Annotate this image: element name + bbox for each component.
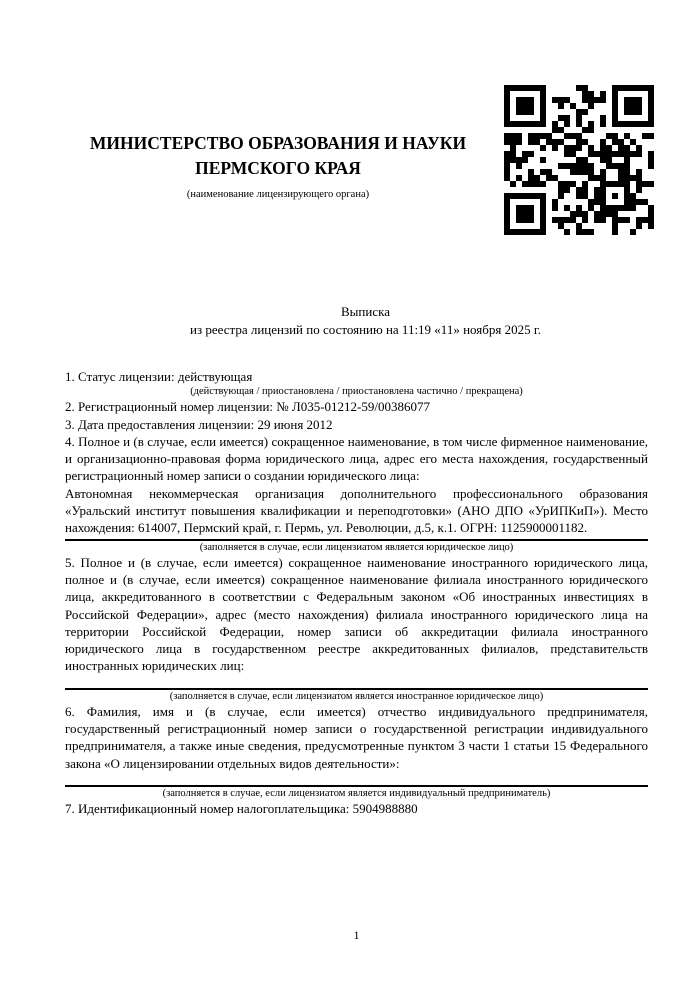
document-title-line1: Выписка [341, 304, 390, 319]
document-title [65, 303, 648, 339]
section-4-note: (заполняется в случае, если лицензиатом является юридическое лицо) [199, 541, 514, 553]
section-1-license-status: 1. Статус лицензии: действующая [65, 369, 253, 384]
document-body [65, 368, 648, 817]
section-4-legal-entity-label: 4. Полное и (в случае, если имеется) сокращенное наименование, в том числе фирменное наименование, и организационно-правовая форма юридического лица, адрес его места нахождения, государственный регистрационный номер записи о создании юридического лица: [65, 433, 648, 484]
section-1-note: (действующая / приостановлена / приостановлена частично / прекращена) [190, 386, 523, 398]
section-7-taxpayer-id: 7. Идентификационный номер налогоплательщика: 5904988880 [65, 800, 418, 816]
section-5-note: (заполняется в случае, если лицензиатом является иностранное юридическое лицо) [169, 690, 544, 702]
ministry-name-line1: МИНИСТЕРСТВО ОБРАЗОВАНИЯ И НАУКИ [89, 133, 467, 153]
section-6-individual-entrepreneur-label: 6. Фамилия, имя и (в случае, если имеется) отчество индивидуального предпринимателя, государственный регистрационный номер записи о государственной регистрации индивидуального предпринимателя, а также иные сведения, предусмотренные пунктом 3 части 1 статьи 15 Федерального закона «О лицензировании отдельных видов деятельности»: [65, 703, 648, 771]
document-title-line2: из реестра лицензий по состоянию на 11:19 «11» ноября 2025 г. [190, 322, 541, 337]
section-6-note: (заполняется в случае, если лицензиатом является индивидуальный предприниматель) [162, 787, 551, 799]
qr-code-icon [504, 85, 654, 235]
section-3-license-date: 3. Дата предоставления лицензии: 29 июня 2012 [65, 416, 333, 432]
ministry-name-line2: ПЕРМСКОГО КРАЯ [195, 158, 361, 178]
page-number: 1 [353, 928, 360, 942]
section-4-legal-entity-value: Автономная некоммерческая организация дополнительного профессионального образования «Уральский институт повышения квалификации и переподготовки» (АНО ДПО «УрИПКиП»). Место нахождения: 614007, Пермский край, г. Пермь, ул. Революции, д.5, к.1. ОГРН: 1125900001182. [65, 485, 648, 536]
ministry-header [48, 131, 508, 201]
section-5-foreign-entity-label: 5. Полное и (в случае, если имеется) сокращенное наименование иностранного юридического лица, полное и (в случае, если имеется) сокращенное наименование филиала иностранного юридического лица, аккредитованного в соответствии с Федеральным законом «Об иностранных инвестициях в Российской Федерации», адрес (место нахождения) филиала иностранного юридического лица на территории Российской Федерации, номер записи об аккредитации филиала иностранного юридического лица в государственном реестре аккредитованных филиалов, представительств иностранных юридических лиц: [65, 554, 648, 674]
licensing-authority-note: (наименование лицензирующего органа) [186, 189, 370, 200]
section-2-registration-number: 2. Регистрационный номер лицензии: № Л035-01212-59/00386077 [65, 399, 431, 415]
